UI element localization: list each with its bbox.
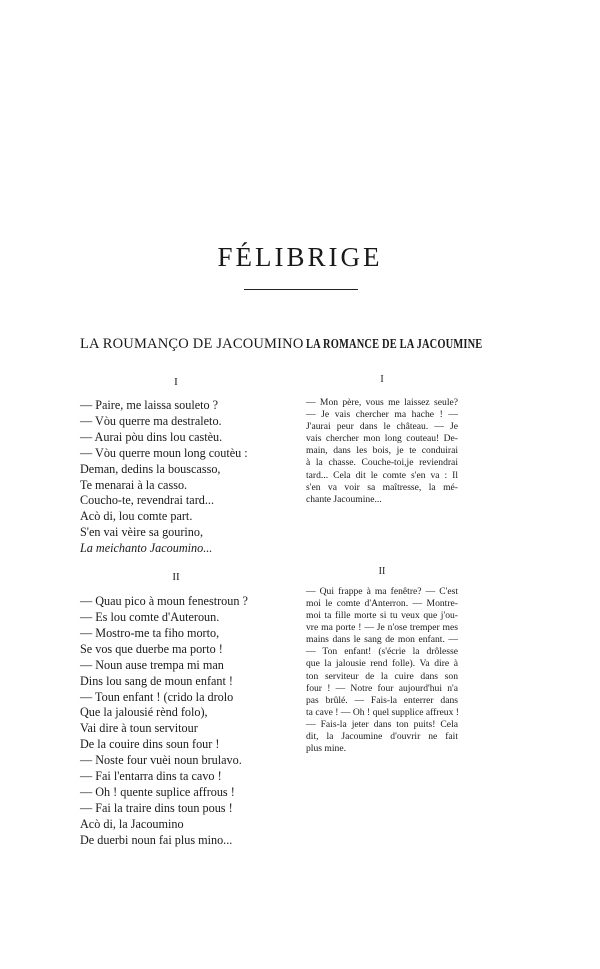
verse-line: Vai dire à toun servitour xyxy=(80,721,198,736)
verse-line: Acò di, lou comte part. xyxy=(80,509,193,524)
verse-line: — Vòu querre ma destraleto. xyxy=(80,413,222,428)
verse-line: De la couire dins soun four ! xyxy=(80,737,220,752)
verse-line: Dins lou sang de moun enfant ! xyxy=(80,673,233,688)
verse-line: Que la jalousié rènd folo), xyxy=(80,705,208,720)
prose-line: ton serviteur de la cuire dans son xyxy=(306,670,458,682)
prose-line: moi ta fille morte si tu veux que j'ou- xyxy=(306,610,458,622)
prose-line: tard... Cela dit le comte s'en va : Il xyxy=(306,469,458,481)
right-paragraph-2 xyxy=(306,586,458,755)
prose-line: plus mine. xyxy=(306,743,346,755)
title-divider xyxy=(244,289,358,290)
verse-line: Te menarai à la casso. xyxy=(80,477,188,492)
verse-line: Se vos que duerbe ma porto ! xyxy=(80,641,223,656)
prose-line: à la chasse. Couche-toi,je reviendrai xyxy=(306,457,458,469)
verse-line: Coucho-te, revendrai tard... xyxy=(80,493,215,508)
left-heading: LA ROUMANÇO DE JACOUMINO xyxy=(80,336,304,352)
verse-line: — Paire, me laissa souleto ? xyxy=(80,398,219,412)
prose-line: four ! — Notre four aujourd'hui n'a xyxy=(306,682,458,694)
right-column-french xyxy=(306,336,483,755)
verse-line: — Quau pico à moun fenestroun ? xyxy=(80,594,248,609)
verse-line: — Noste four vuèi noun brulavo. xyxy=(80,753,242,768)
verse-line: Acò di, la Jacoumino xyxy=(80,816,184,831)
prose-line: moi le comte d'Anterron. — Montre- xyxy=(306,597,458,609)
right-heading: LA ROMANCE DE LA JACOUMINE xyxy=(306,336,483,351)
prose-line: vre ma porte ! — Je n'ose tremper mes xyxy=(306,622,458,634)
verse-line: — Toun enfant ! (crido la drolo xyxy=(80,689,234,704)
prose-line: — Qui frappe à ma fenêtre? — C'est xyxy=(306,585,458,597)
prose-line: dit, la Jacoumine d'ouvrir ne fait xyxy=(306,730,458,742)
right-paragraph-1 xyxy=(306,397,458,506)
prose-line: — Je vais chercher ma hache ! — xyxy=(306,409,458,421)
verse-line: — Oh ! quente suplice affrous ! xyxy=(80,784,235,799)
verse-line: — Fai la traire dins toun pous ! xyxy=(80,800,233,815)
verse-line: — Vòu querre moun long coutèu : xyxy=(80,445,248,460)
right-section-numeral-2: II xyxy=(378,565,386,577)
verse-line: — Es lou comte d'Auteroun. xyxy=(80,609,220,624)
prose-line: que la jalousie rend folle). Va dire à xyxy=(306,658,458,670)
verse-line: — Noun ause trempa mi man xyxy=(80,657,224,672)
prose-line: ta cave ! — Oh ! quel supplice affreux ! xyxy=(306,706,459,718)
verse-line: La meichanto Jacoumino... xyxy=(80,541,213,556)
prose-line: — Fais-la jeter dans ton puits! Cela xyxy=(306,718,458,730)
left-stanza-1 xyxy=(80,398,280,557)
prose-line: J'aurai peur dans le château. — Je xyxy=(306,421,458,433)
prose-line: pas brûlé. — Fais-la enterrer dans xyxy=(306,694,458,706)
prose-line: s'en va voir sa maîtresse, la mé- xyxy=(306,481,458,493)
page-title: FÉLIBRIGE xyxy=(217,242,383,272)
left-section-numeral-1: I xyxy=(174,376,178,388)
prose-line: main, dans les bois, je te conduirai xyxy=(306,445,458,457)
right-section-numeral-1: I xyxy=(380,374,384,385)
verse-line: — Fai l'entarra dins ta cavo ! xyxy=(80,769,222,784)
verse-line: — Mostro-me ta fiho morto, xyxy=(80,625,220,640)
prose-line: chante Jacoumine... xyxy=(306,493,382,505)
left-section-numeral-2: II xyxy=(172,571,180,584)
verse-line: S'en vai vèire sa gourino, xyxy=(80,525,204,540)
verse-line: Deman, dedins la bouscasso, xyxy=(80,461,221,476)
verse-line: — Aurai pòu dins lou castèu. xyxy=(80,429,223,444)
left-stanza-2 xyxy=(80,594,280,849)
prose-line: — Ton enfant! (s'écrie la drôlesse xyxy=(306,646,458,658)
prose-line: — Mon père, vous me laissez seule? xyxy=(306,397,458,408)
prose-line: vais chercher mon long couteau! De- xyxy=(306,433,458,445)
prose-line: mains dans le sang de mon enfant. — xyxy=(306,634,458,646)
verse-line: De duerbi noun fai plus mino... xyxy=(80,832,233,847)
left-column-provencal xyxy=(80,336,304,849)
